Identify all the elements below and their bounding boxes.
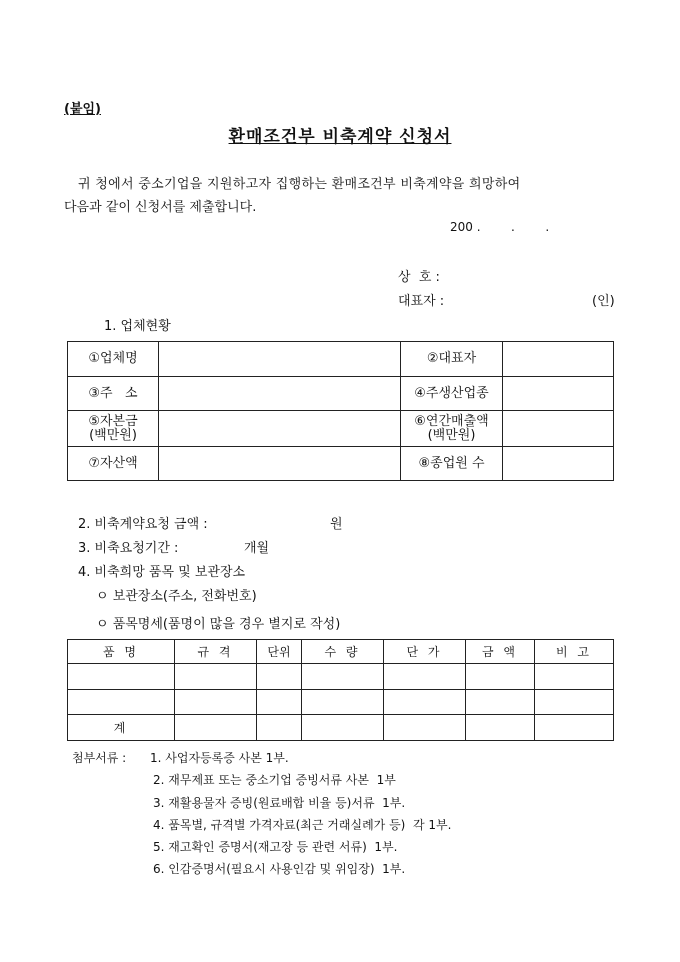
table-row xyxy=(68,690,614,715)
label-annual-sales: ⑥연간매출액 (백만원) xyxy=(401,411,503,447)
total-label: 계 xyxy=(68,715,175,741)
company-name-label: 상 호 : xyxy=(398,270,440,285)
company-info-table xyxy=(67,341,614,481)
date-field: 200 . . . xyxy=(450,220,550,234)
items-table xyxy=(67,639,614,741)
cell[interactable] xyxy=(302,715,384,741)
section-3-heading: 3. 비축요청기간 : xyxy=(78,541,179,556)
cell[interactable] xyxy=(302,690,384,715)
item-details-item: ㅇ 품목명세(품명이 많을 경우 별지로 작성) xyxy=(96,617,341,632)
cell[interactable] xyxy=(68,690,175,715)
cell[interactable] xyxy=(257,690,302,715)
cell[interactable] xyxy=(535,664,614,690)
capital-input[interactable] xyxy=(159,411,401,447)
intro-text-2: 다음과 같이 신청서를 제출합니다. xyxy=(64,200,257,215)
attachment-item: 3. 재활용물자 증빙(원료배합 비율 등)서류 1부. xyxy=(153,796,406,810)
attachment-label: (붙임) xyxy=(64,102,101,117)
cell[interactable] xyxy=(257,664,302,690)
label-assets: ⑦자산액 xyxy=(68,447,159,481)
label-address: ③주 소 xyxy=(68,377,159,411)
company-name-input[interactable] xyxy=(159,342,401,377)
table-row xyxy=(68,664,614,690)
representative-input[interactable] xyxy=(503,342,614,377)
section-4-heading: 4. 비축희망 품목 및 보관장소 xyxy=(78,565,246,580)
representative-label: 대표자 : xyxy=(398,294,445,309)
assets-input[interactable] xyxy=(159,447,401,481)
seal-mark: (인) xyxy=(592,294,615,309)
header-unit-price: 단 가 xyxy=(384,640,466,664)
header-amount: 금 액 xyxy=(466,640,535,664)
attachment-item: 2. 재무제표 또는 중소기업 증빙서류 사본 1부 xyxy=(153,773,396,787)
intro-text: 귀 청에서 중소기업을 지원하고자 집행하는 환매조건부 비축계약을 희망하여 xyxy=(78,177,521,192)
attachments-label: 첨부서류 : xyxy=(72,751,127,765)
attachment-item: 5. 재고확인 증명서(재고장 등 관련 서류) 1부. xyxy=(153,840,398,854)
cell[interactable] xyxy=(384,690,466,715)
label-company-name: ①업체명 xyxy=(68,342,159,377)
cell[interactable] xyxy=(466,690,535,715)
cell[interactable] xyxy=(384,664,466,690)
header-unit: 단위 xyxy=(257,640,302,664)
employees-input[interactable] xyxy=(503,447,614,481)
header-spec: 규 격 xyxy=(175,640,257,664)
section-1-heading: 1. 업체현황 xyxy=(104,319,171,334)
cell[interactable] xyxy=(68,664,175,690)
label-representative: ②대표자 xyxy=(401,342,503,377)
attachment-item: 1. 사업자등록증 사본 1부. xyxy=(150,751,289,765)
cell[interactable] xyxy=(257,715,302,741)
cell[interactable] xyxy=(384,715,466,741)
cell[interactable] xyxy=(175,690,257,715)
address-input[interactable] xyxy=(159,377,401,411)
label-main-industry: ④주생산업종 xyxy=(401,377,503,411)
cell[interactable] xyxy=(535,690,614,715)
attachment-item: 4. 품목별, 규격별 가격자료(최근 거래실례가 등) 각 1부. xyxy=(153,818,452,832)
cell[interactable] xyxy=(175,715,257,741)
cell[interactable] xyxy=(302,664,384,690)
cell[interactable] xyxy=(535,715,614,741)
annual-sales-input[interactable] xyxy=(503,411,614,447)
attachment-item: 6. 인감증명서(필요시 사용인감 및 위임장) 1부. xyxy=(153,862,406,876)
main-industry-input[interactable] xyxy=(503,377,614,411)
label-employees: ⑧종업원 수 xyxy=(401,447,503,481)
label-capital: ⑤자본금 (백만원) xyxy=(68,411,159,447)
cell[interactable] xyxy=(466,664,535,690)
period-unit: 개월 xyxy=(244,541,270,556)
total-row xyxy=(68,715,614,741)
amount-unit: 원 xyxy=(330,517,343,532)
header-quantity: 수 량 xyxy=(302,640,384,664)
page-title: 환매조건부 비축계약 신청서 xyxy=(228,127,452,147)
cell[interactable] xyxy=(175,664,257,690)
cell[interactable] xyxy=(466,715,535,741)
header-item-name: 품 명 xyxy=(68,640,175,664)
storage-location-item: ㅇ 보관장소(주소, 전화번호) xyxy=(96,589,257,604)
header-remarks: 비 고 xyxy=(535,640,614,664)
section-2-heading: 2. 비축계약요청 금액 : xyxy=(78,517,208,532)
